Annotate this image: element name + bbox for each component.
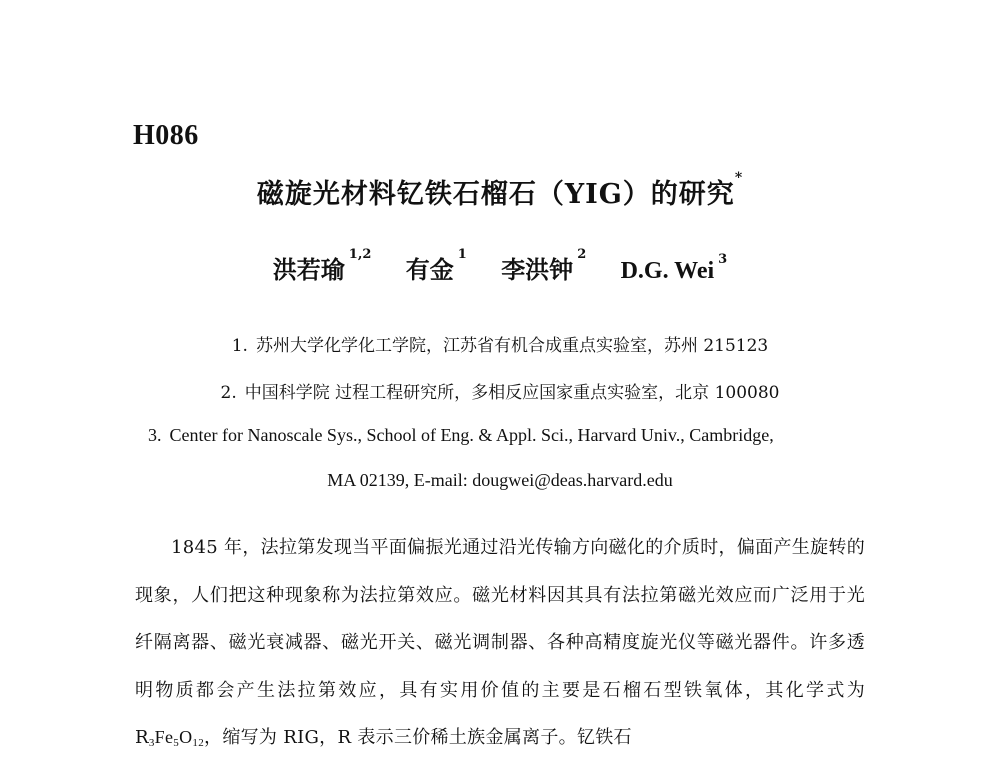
affiliation-1 xyxy=(0,331,1000,356)
formula-subscript: 3 xyxy=(148,737,155,749)
author-name: 洪若瑜 xyxy=(272,255,345,284)
affiliation-3-continued xyxy=(0,470,1000,491)
author-name: D.G. Wei xyxy=(620,258,715,284)
author-name: 李洪钟 xyxy=(501,255,574,284)
body-text-part: ，缩写为 RIG，R 表示三价稀土族金属离子。钇铁石 xyxy=(204,727,632,748)
formula-part: O xyxy=(179,727,193,747)
paper-title xyxy=(0,172,1000,211)
affiliation-number: 1. xyxy=(231,336,248,356)
author-affiliation-mark: 3 xyxy=(718,252,728,267)
author xyxy=(501,247,587,285)
author-name: 有金 xyxy=(405,255,454,284)
affiliation-text: 苏州大学化学化工学院，江苏省有机合成重点实验室，苏州 215123 xyxy=(255,336,769,356)
affiliation-text: Center for Nanoscale Sys., School of Eng. & Appl. Sci., Harvard Univ., Cambridge, xyxy=(169,425,774,445)
author-affiliation-mark: 2 xyxy=(577,247,587,262)
author-list xyxy=(0,247,1000,285)
author xyxy=(620,252,728,285)
affiliation-email-line: MA 02139, E-mail: dougwei@deas.harvard.edu xyxy=(327,470,673,490)
affiliation-number: 3. xyxy=(148,425,162,445)
paper-code: H086 xyxy=(133,120,199,151)
affiliation-3 xyxy=(148,425,868,446)
author-affiliation-mark: 1 xyxy=(457,247,467,262)
formula-subscript: 12 xyxy=(192,737,205,749)
affiliation-number: 2. xyxy=(220,383,237,403)
affiliation-2 xyxy=(0,378,1000,403)
author-affiliation-mark: 1,2 xyxy=(348,247,372,262)
body-text-part: 1845 年，法拉第发现当平面偏振光通过沿光传输方向磁化的介质时，偏面产生旋转的现象，人们把这种现象称为法拉第效应。磁光材料因其具有法拉第磁光效应而广泛用于光纤隔离器、磁光衰减器、磁光开关、磁光调制器、各种高精度旋光仪等磁光器件。许多透明物质都会产生法拉第效应，具有实用价值的主要是石榴石型铁氧体，其化学式为 R xyxy=(135,537,865,748)
body-paragraph xyxy=(135,524,865,768)
formula-subscript: 5 xyxy=(173,737,180,749)
title-text: 磁旋光材料钇铁石榴石（YIG）的研究 xyxy=(256,179,735,210)
author xyxy=(272,247,372,285)
affiliation-text: 中国科学院 过程工程研究所，多相反应国家重点实验室，北京 100080 xyxy=(244,383,780,403)
formula-part: Fe xyxy=(154,727,174,747)
author xyxy=(405,247,467,285)
title-footnote-mark: * xyxy=(734,170,744,186)
